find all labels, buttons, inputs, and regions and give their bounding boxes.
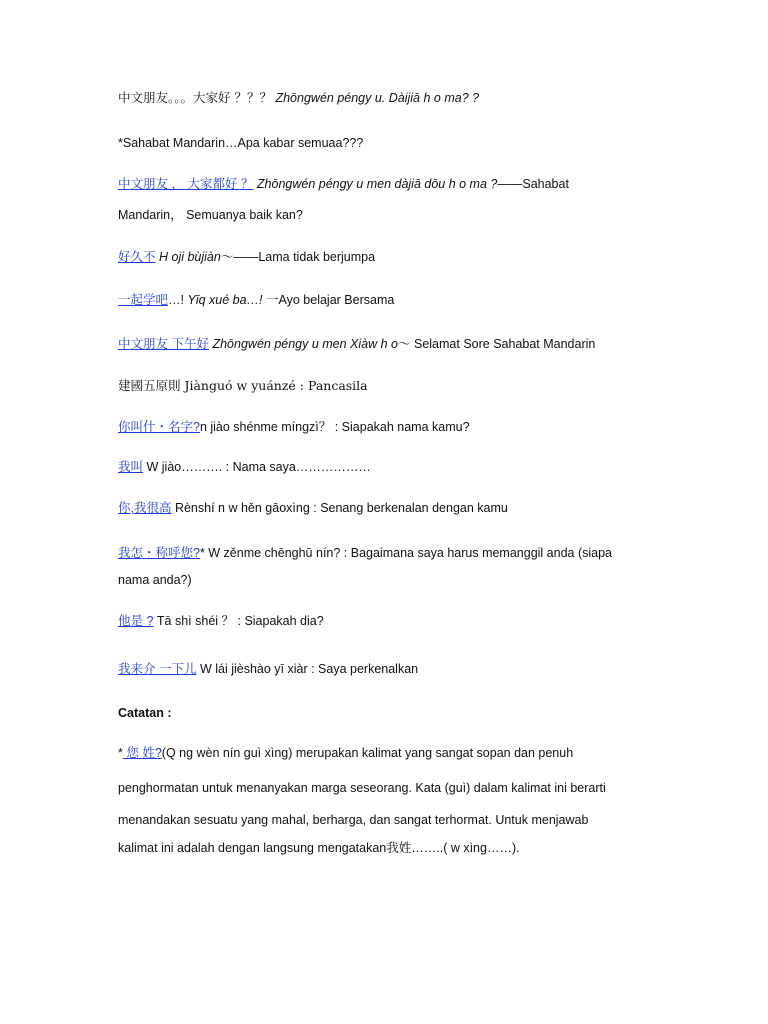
chinese-link[interactable]: 您 姓? — [122, 746, 162, 760]
chinese-link[interactable]: 我来介 一下儿 — [118, 662, 197, 676]
phrase-line-2: 好久不 H oji bùjiàn～——Lama tidak berjumpa — [118, 250, 376, 264]
greeting-translation: *Sahabat Mandarin…Apa kabar semuaa??? — [118, 136, 364, 150]
chinese-link[interactable]: 一起学吧 — [118, 293, 169, 307]
chinese-link[interactable]: 你叫什・名字? — [118, 420, 200, 434]
phrase-line-11: 我来介 一下儿 W lái jièshào yī xiàr : Saya perkenalkan — [118, 662, 419, 676]
chinese-link[interactable]: 你,我很高 — [118, 501, 172, 515]
note-line-1: * 您 姓?(Q ng wèn nín guì xìng) merupakan kalimat yang sangat sopan dan penuh — [118, 746, 574, 760]
phrase-line-6: 你叫什・名字?n jiào shénme míngzì？ : Siapakah nama kamu? — [118, 420, 470, 434]
chinese-link[interactable]: 我叫 — [118, 460, 144, 474]
phrase-line-9: 我怎・称呼您?* W zěnme chēnghū nín? : Bagaimana saya harus memanggil anda (siapa — [118, 546, 613, 560]
phrase-line-3: 一起学吧…! Yīq xué ba…! 一Ayo belajar Bersama — [118, 293, 395, 307]
note-line-4: kalimat ini adalah dengan langsung mengatakan我姓……..( w xìng……). — [118, 841, 520, 855]
chinese-link[interactable]: 好久不 — [118, 250, 156, 264]
phrase-line-1: 中文朋友 ， 大家都好 ？ Zhōngwén péngy u men dàjiā dōu h o ma ?——Sahabat — [118, 177, 569, 191]
phrase-line-9-cont: nama anda?) — [118, 573, 192, 587]
chinese-link[interactable]: 中文朋友 下午好 — [118, 337, 209, 351]
phrase-line-10: 他是 ? Tā shì shéi ？ : Siapakah dia? — [118, 614, 324, 628]
notes-heading: Catatan : — [118, 706, 172, 720]
phrase-line-5: 建國五原則 Jiànguó w yuánzé : Pancasila — [118, 378, 368, 393]
phrase-line-1-cont: Mandarin， Semuanya baik kan? — [118, 208, 303, 222]
chinese-link[interactable]: 中文朋友 ， 大家都好 ？ — [118, 177, 254, 191]
phrase-line-8: 你,我很高 Rènshí n w hěn gāoxìng : Senang berkenalan dengan kamu — [118, 501, 508, 515]
greeting-line: 中文朋友。。。大家好 ？？？ Zhōngwén péngy u. Dàijiā h o ma? ? — [118, 90, 480, 105]
chinese-link[interactable]: 他是 ? — [118, 614, 154, 628]
note-line-3: menandakan sesuatu yang mahal, berharga, dan sangat terhormat. Untuk menjawab — [118, 813, 589, 827]
note-line-2: penghormatan untuk menanyakan marga seseorang. Kata (guì) dalam kalimat ini berarti — [118, 781, 606, 795]
phrase-line-4: 中文朋友 下午好 Zhōngwén péngy u men Xiàw h o～ Selamat Sore Sahabat Mandarin — [118, 337, 596, 351]
chinese-link[interactable]: 我怎・称呼您? — [118, 546, 200, 560]
phrase-line-7: 我叫 W jiào………. : Nama saya……………… — [118, 460, 371, 474]
